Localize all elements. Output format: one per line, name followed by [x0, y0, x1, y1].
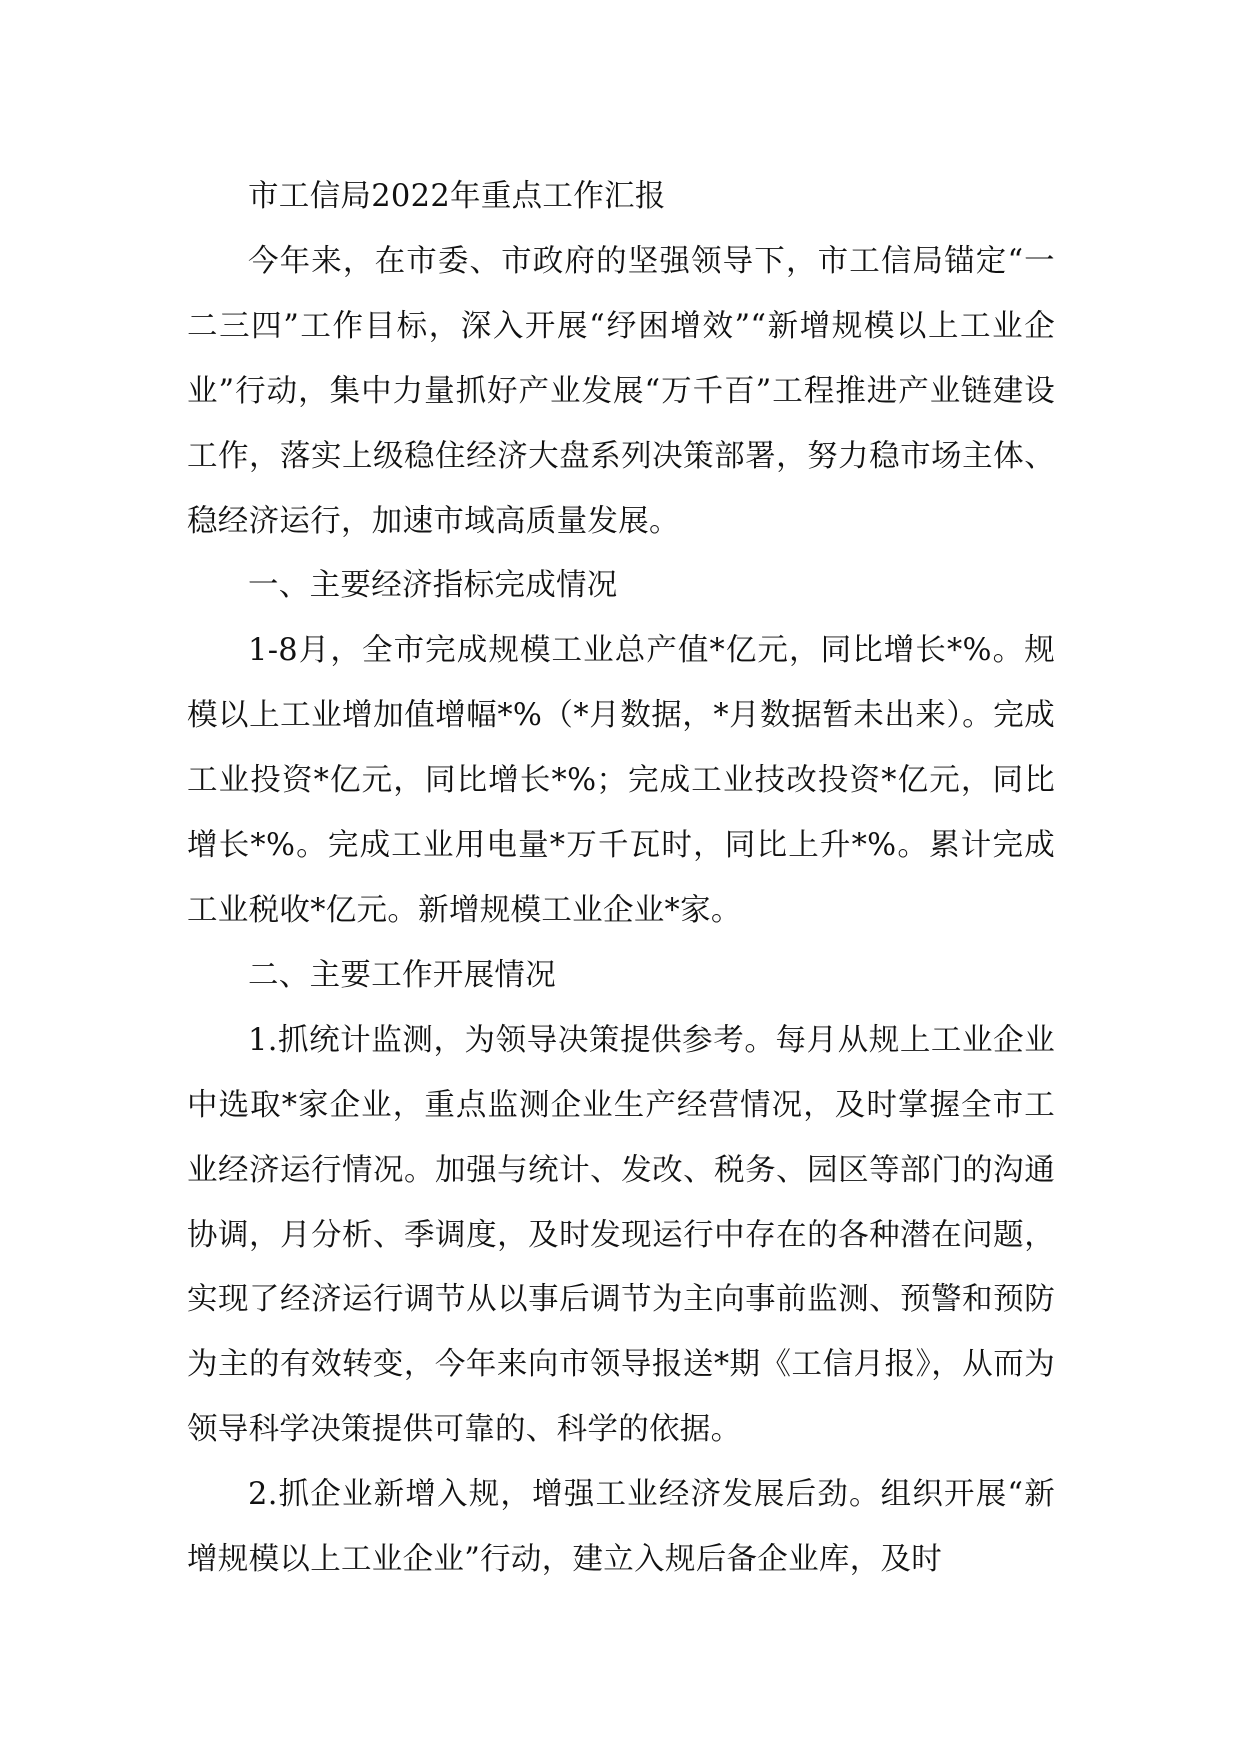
indicators-paragraph: 1-8月，全市完成规模工业总产值*亿元，同比增长*%。规模以上工业增加值增幅*%（*月数据，*月数据暂未出来）。完成工业投资*亿元，同比增长*%；完成工业技改投资*亿元，同比增长*%。完成工业用电量*万千瓦时，同比上升*%。累计完成工业税收*亿元。新增规模工业企业*家。: [187, 633, 1055, 928]
document-page: [187, 165, 1055, 1593]
intro-paragraph: 今年来，在市委、市政府的坚强领导下，市工信局锚定“一二三四”工作目标，深入开展“纾困增效”“新增规模以上工业企业”行动，集中力量抓好产业发展“万千百”工程推进产业链建设工作，落实上级稳住经济大盘系列决策部署，努力稳市场主体、稳经济运行，加速市域高质量发展。: [187, 243, 1055, 539]
work-item-1-paragraph: 1.抓统计监测，为领导决策提供参考。每月从规上工业企业中选取*家企业，重点监测企业生产经营情况，及时掌握全市工业经济运行情况。加强与统计、发改、税务、园区等部门的沟通协调，月分析、季调度，及时发现运行中存在的各种潜在问题，实现了经济运行调节从以事后调节为主向事前监测、预警和预防为主的有效转变，今年来向市领导报送*期《工信月报》，从而为领导科学决策提供可靠的、科学的依据。: [187, 1022, 1055, 1448]
section-heading-1: 一、主要经济指标完成情况: [248, 568, 618, 604]
work-item-2-paragraph: 2.抓企业新增入规，增强工业经济发展后劲。组织开展“新增规模以上工业企业”行动，建立入规后备企业库，及时: [187, 1477, 1055, 1578]
section-heading-2: 二、主要工作开展情况: [248, 957, 556, 993]
document-title: 市工信局2022年重点工作汇报: [248, 179, 666, 214]
